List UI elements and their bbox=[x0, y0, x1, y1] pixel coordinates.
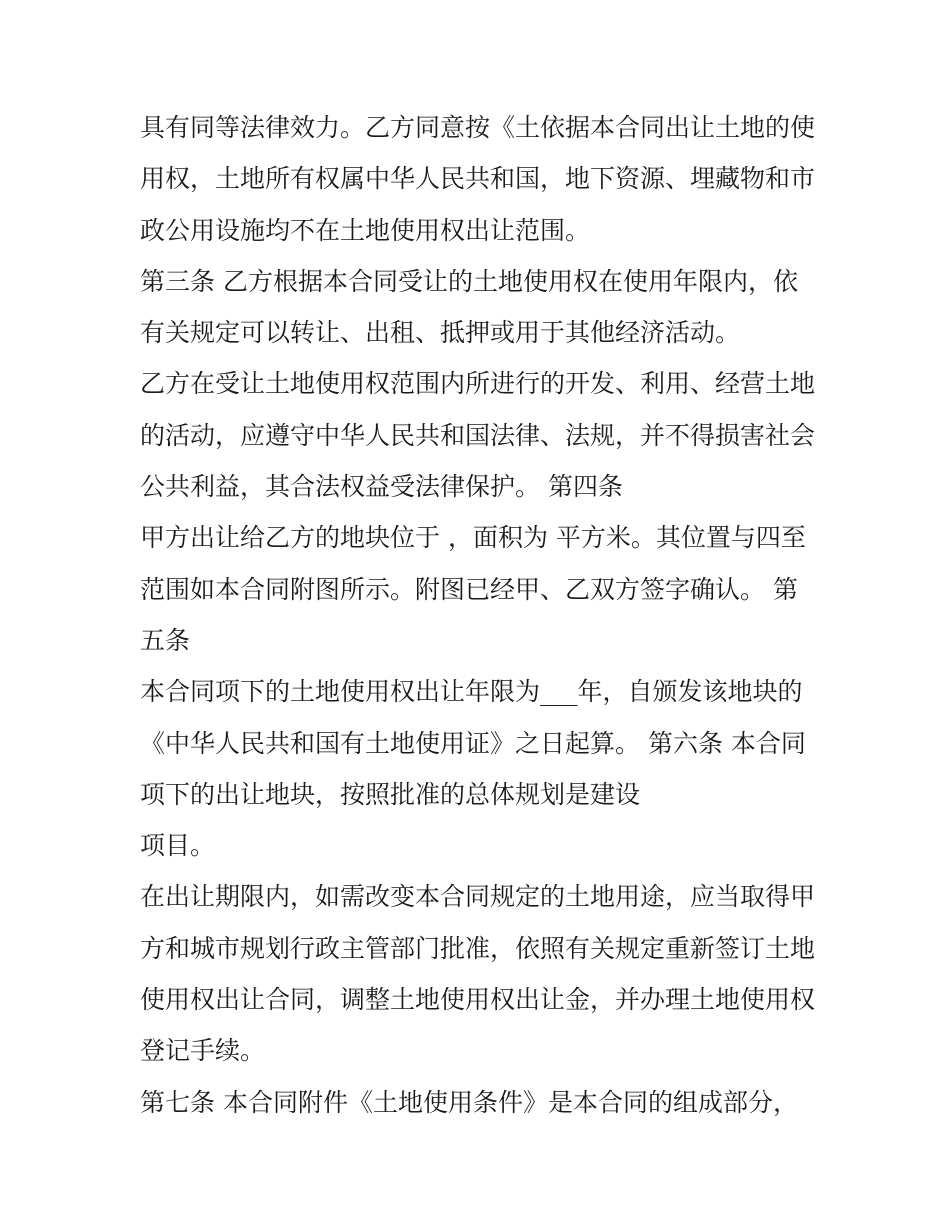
text-line: 第七条 本合同附件《土地使用条件》是本合同的组成部分， bbox=[140, 1087, 798, 1117]
contract-body-text bbox=[140, 106, 830, 1132]
text-line: 的活动，应遵守中华人民共和国法律、法规，并不得损害社会 bbox=[140, 420, 816, 450]
text-line: 公共利益，其合法权益受法律保护。 第四条 bbox=[140, 472, 623, 502]
text-line: 有关规定可以转让、出租、抵押或用于其他经济活动。 bbox=[140, 318, 741, 348]
text-line: 项目。 bbox=[140, 831, 216, 861]
text-line: 五条 bbox=[140, 625, 191, 655]
text-line: 乙方在受让土地使用权范围内所进行的开发、利用、经营土地 bbox=[140, 369, 816, 399]
text-line: 用权，土地所有权属中华人民共和国，地下资源、埋藏物和市 bbox=[140, 164, 816, 194]
text-line: 在出让期限内，如需改变本合同规定的土地用途，应当取得甲 bbox=[140, 882, 816, 912]
text-line: 项下的出让地块，按照批准的总体规划是建设 bbox=[140, 779, 641, 809]
text-line: 登记手续。 bbox=[140, 1036, 266, 1066]
text-line: 方和城市规划行政主管部门批准，依照有关规定重新签订土地 bbox=[140, 933, 816, 963]
text-line: 《中华人民共和国有土地使用证》之日起算。 第六条 本合同 bbox=[140, 728, 806, 758]
text-line: 本合同项下的土地使用权出让年限为___年，自颁发该地块的 bbox=[140, 677, 803, 707]
text-line: 范围如本合同附图所示。附图已经甲、乙双方签字确认。 第 bbox=[140, 574, 798, 604]
text-line: 具有同等法律效力。乙方同意按《土依据本合同出让土地的使 bbox=[140, 113, 816, 142]
text-line: 第三条 乙方根据本合同受让的土地使用权在使用年限内，依 bbox=[140, 266, 798, 296]
text-line: 甲方出让给乙方的地块位于 ，面积为 平方米。其位置与四至 bbox=[140, 523, 806, 553]
text-line: 政公用设施均不在土地使用权出让范围。 bbox=[140, 215, 591, 245]
text-line: 使用权出让合同，调整土地使用权出让金，并办理土地使用权 bbox=[140, 985, 816, 1015]
